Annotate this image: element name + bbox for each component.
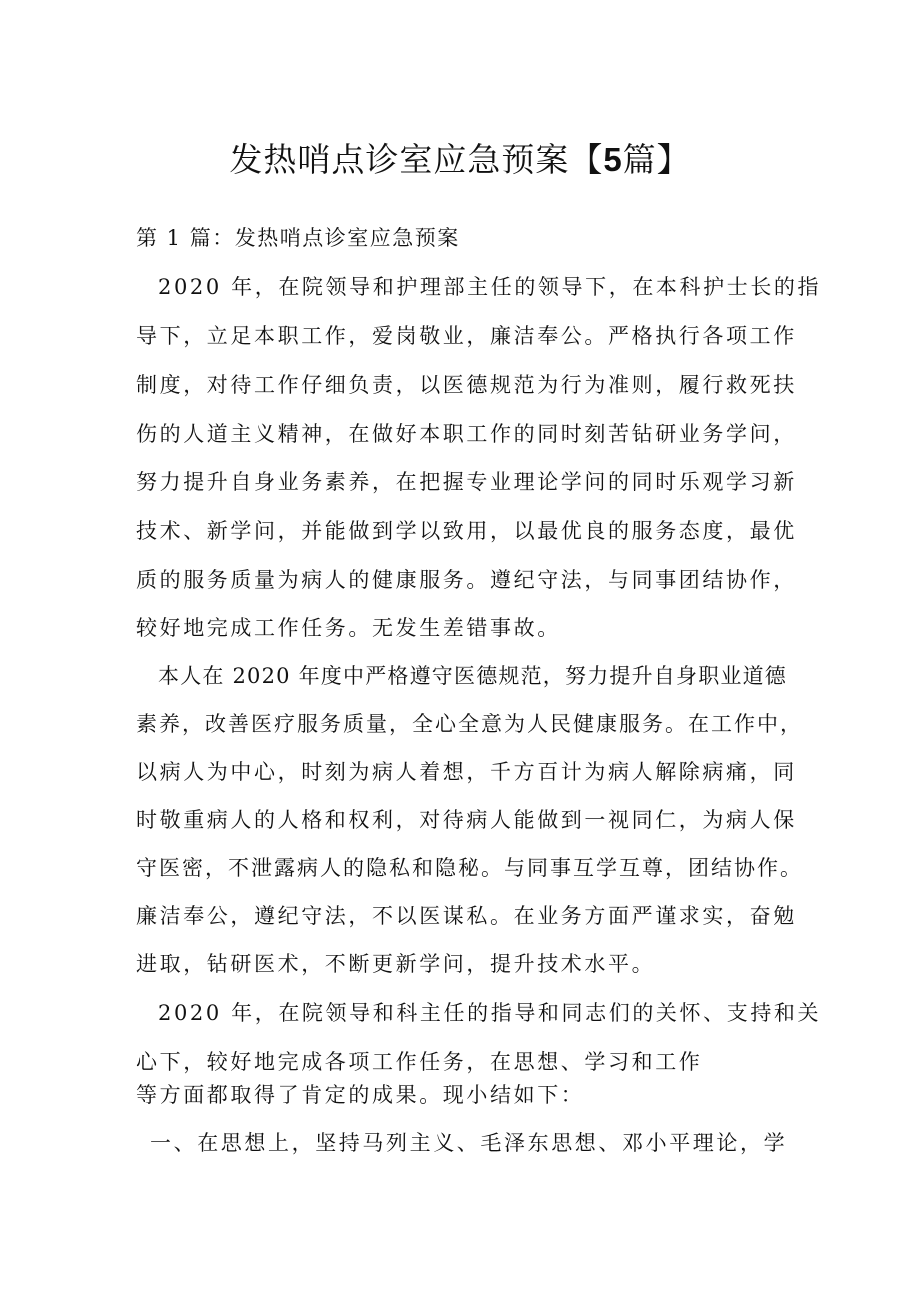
paragraph-line: 心下，较好地完成各项工作任务，在思想、学习和工作 <box>136 1050 703 1074</box>
paragraph-line: 以病人为中心，时刻为病人着想，千方百计为病人解除病痛，同 <box>136 760 797 784</box>
paragraph-line: 一、在思想上，坚持马列主义、毛泽东思想、邓小平理论，学 <box>150 1131 788 1155</box>
title-end: 篇】 <box>622 140 691 179</box>
paragraph-line: 努力提升自身业务素养，在把握专业理论学问的同时乐观学习新 <box>136 470 797 494</box>
document-title <box>0 136 920 184</box>
paragraph-line: 本人在 2020 年度中严格遵守医德规范，努力提升自身职业道德 <box>158 664 787 688</box>
paragraph-line: 较好地完成工作任务。无发生差错事故。 <box>136 616 561 640</box>
paragraph-line: 素养，改善医疗服务质量，全心全意为人民健康服务。在工作中， <box>136 712 803 736</box>
title-number: 5 <box>603 141 623 178</box>
paragraph-line: 进取，钻研医术，不断更新学问，提升技术水平。 <box>136 952 656 976</box>
paragraph-line: 守医密，不泄露病人的隐私和隐秘。与同事互学互尊，团结协作。 <box>136 856 803 880</box>
paragraph-line: 等方面都取得了肯定的成果。现小结如下： <box>136 1083 585 1107</box>
paragraph-line: 伤的人道主义精神，在做好本职工作的同时刻苦钻研业务学问， <box>136 422 797 446</box>
paragraph-line: 2020 年，在院领导和护理部主任的领导下，在本科护士长的指 <box>158 275 822 299</box>
paragraph-line: 廉洁奉公，遵纪守法，不以医谋私。在业务方面严谨求实，奋勉 <box>136 904 797 928</box>
paragraph-line: 制度，对待工作仔细负责，以医德规范为行为准则，履行救死扶 <box>136 373 797 397</box>
paragraph-line: 质的服务质量为病人的健康服务。遵纪守法，与同事团结协作， <box>136 568 797 592</box>
title-main: 发热哨点诊室应急预案【 <box>229 140 604 179</box>
section-heading: 第 1 篇：发热哨点诊室应急预案 <box>136 226 460 250</box>
paragraph-line: 时敬重病人的人格和权利，对待病人能做到一视同仁，为病人保 <box>136 808 797 832</box>
paragraph-line: 导下，立足本职工作，爱岗敬业，廉洁奉公。严格执行各项工作 <box>136 324 797 348</box>
paragraph-line: 2020 年，在院领导和科主任的指导和同志们的关怀、支持和关 <box>158 1001 822 1025</box>
paragraph-line: 技术、新学问，并能做到学以致用，以最优良的服务态度，最优 <box>136 519 797 543</box>
